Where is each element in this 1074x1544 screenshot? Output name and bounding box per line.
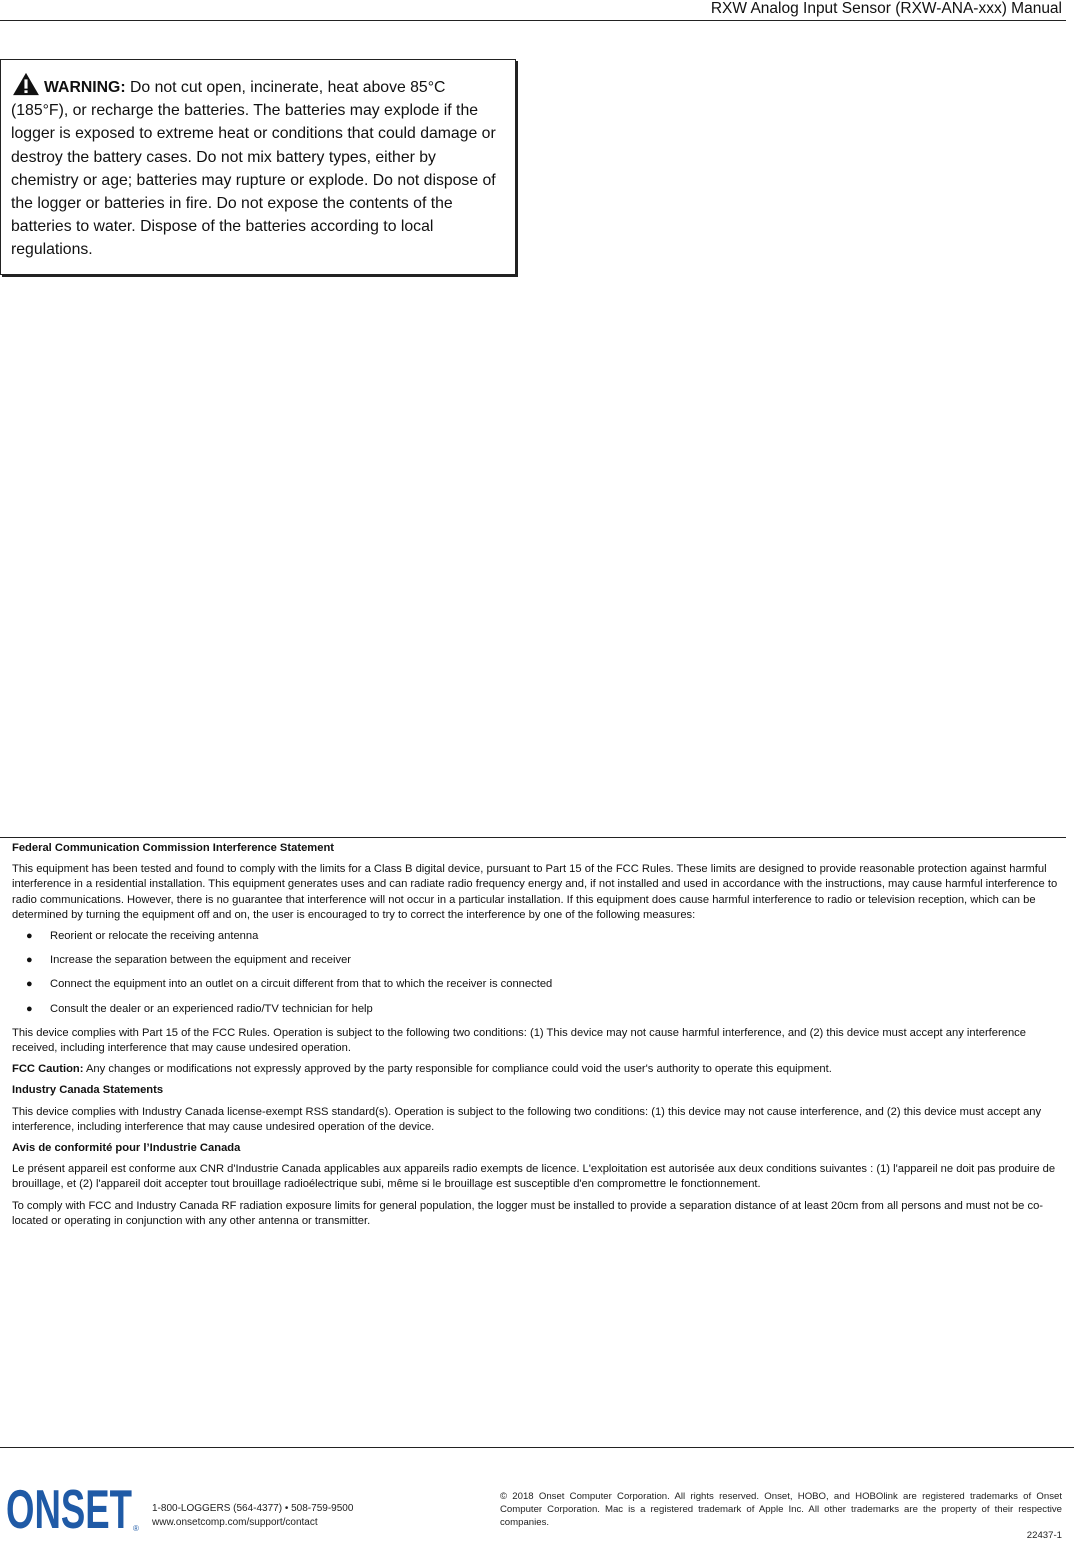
industry-canada-text: This device complies with Industry Canada license-exempt RSS standard(s). Operation is subject to the following two conditions: (1) this device may not cause interference, and (2) this device must accept any interference, including interference that may cause undesired operation of the device. <box>12 1105 1042 1133</box>
header-divider <box>0 20 1066 21</box>
bullet-icon: ● <box>26 954 33 967</box>
avis-heading: Avis de conformité pour l’Industrie Canada <box>12 1142 241 1155</box>
document-title: RXW Analog Input Sensor (RXW-ANA-xxx) Manual <box>710 0 1062 17</box>
list-item: ● Increase the separation between the equipment and receiver <box>50 953 1064 968</box>
list-item: ● Consult the dealer or an experienced radio/TV technician for help <box>50 1002 1064 1017</box>
regulatory-statements <box>12 841 1064 1235</box>
fcc-caution <box>12 1062 1064 1077</box>
fcc-caution-label: FCC Caution: <box>12 1063 84 1076</box>
warning-triangle-icon <box>11 72 41 96</box>
phone-number: 1-800-LOGGERS (564-4377) • 508-759-9500 <box>152 1503 354 1514</box>
fcc-measures-list <box>12 929 1064 1017</box>
svg-text:ONSET: ONSET <box>6 1483 132 1533</box>
fcc-part15-text: This device complies with Part 15 of the FCC Rules. Operation is subject to the following two conditions: (1) This device may not cause harmful interference, and (2) this device must accept any interference received, including interference that may cause undesired operation. <box>12 1026 1026 1055</box>
battery-warning-box <box>0 59 516 275</box>
footer-divider <box>0 1447 1074 1448</box>
fcc-heading: Federal Communication Commission Interference Statement <box>12 842 335 854</box>
onset-logo <box>6 1483 142 1533</box>
fcc-caution-text: Any changes or modifications not expressly approved by the party responsible for compliance could void the user's authority to operate this equipment. <box>83 1063 832 1076</box>
contact-info <box>152 1502 353 1530</box>
fcc-divider <box>0 837 1066 838</box>
list-item: ● Reorient or relocate the receiving antenna <box>50 929 1064 944</box>
rf-exposure-text: To comply with FCC and Industry Canada RF radiation exposure limits for general population, the logger must be installed to provide a separation distance of at least 20cm from all persons and must not be co-located or operating in conjunction with any other antenna or transmitter. <box>12 1199 1044 1227</box>
warning-label: WARNING: <box>44 79 126 96</box>
support-url[interactable]: www.onsetcomp.com/support/contact <box>152 1517 318 1528</box>
document-number: 22437-1 <box>1026 1530 1062 1541</box>
warning-text: Do not cut open, incinerate, heat above 85°C (185°F), or recharge the batteries. The batteries may explode if the logger is exposed to extreme heat or conditions that could damage or destroy the battery cases. Do not mix battery types, either by chemistry or age; batteries may rupture or explode. Do not dispose of the logger or batteries in fire. Do not expose the contents of the batteries to water. Dispose of the batteries according to local regulations. <box>11 79 496 259</box>
copyright-notice: © 2018 Onset Computer Corporation. All rights reserved. Onset, HOBO, and HOBOlink are registered trademarks of Onset Computer Corporation. Mac is a registered trademark of Apple Inc. All other trademarks are the property of their respective companies. <box>500 1491 1062 1528</box>
svg-text:®: ® <box>133 1524 139 1533</box>
fcc-intro: This equipment has been tested and found to comply with the limits for a Class B digital device, pursuant to Part 15 of the FCC Rules. These limits are designed to provide reasonable protection against harmful interference in a residential installation. This equipment generates uses and can radiate radio frequency energy and, if not installed and used in accordance with the instructions, may cause harmful interference to radio communications. However, there is no guarantee that interference will not occur in a particular installation. If this equipment does cause harmful interference to radio or television reception, which can be determined by turning the equipment off and on, the user is encouraged to try to correct the interference by one of the following measures: <box>12 863 1058 921</box>
bullet-icon: ● <box>26 930 33 943</box>
bullet-icon: ● <box>26 1002 33 1015</box>
avis-text: Le présent appareil est conforme aux CNR d'Industrie Canada applicables aux appareils radio exempts de licence. L'exploitation est autorisée aux deux conditions suivantes : (1) l'appareil ne doit pas produire de brouillage, et (2) l'appareil doit accepter tout brouillage radioélectrique subi, même si le brouillage est susceptible d'en compromettre le fonctionnement. <box>12 1163 1056 1191</box>
bullet-icon: ● <box>26 978 33 991</box>
industry-canada-heading: Industry Canada Statements <box>12 1084 164 1097</box>
list-item: ● Connect the equipment into an outlet on a circuit different from that to which the receiver is connected <box>50 977 1064 992</box>
